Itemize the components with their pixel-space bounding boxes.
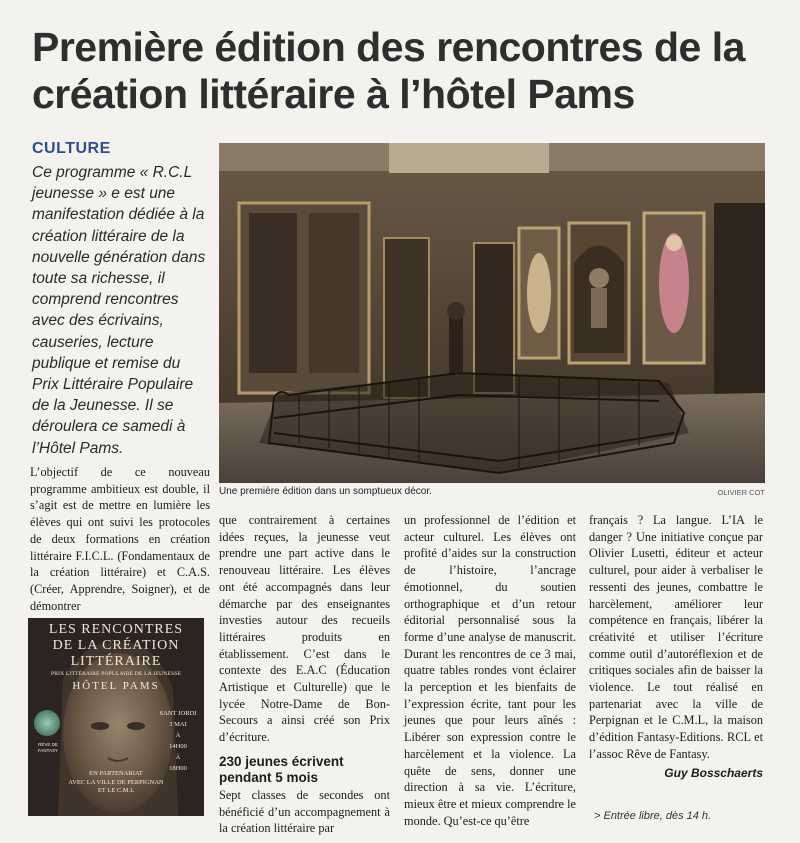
poster-partner-line: AVEC LA VILLE DE PERPIGNAN bbox=[68, 778, 164, 786]
body-column-4 bbox=[589, 512, 763, 781]
photo-credit: OLIVIER COT bbox=[717, 488, 765, 497]
body-text: français ? La langue. L’IA le danger ? Une initiative conçue par Olivier Lusetti, éditeur et acteur culturel, pour aider à verbaliser le ressenti des jeunes, combattre le harcèlement, améliorer leur compétence en français, libérer la créativité et utiliser l’écriture comme outil d’autoréflexion et de critiques sociales afin de baisser la violence. Le tout réalisé en partenariat avec la ville de Perpignan et le C.M.L, la maison d’édition Fantasy-Editions. RCL et l’assoc Rêve de Fantasy. bbox=[589, 513, 763, 761]
poster-title-line: LES RENCONTRES bbox=[48, 622, 184, 637]
poster-partner-line: ET LE C.M.L bbox=[97, 787, 135, 794]
practical-info: > Entrée libre, dès 14 h. bbox=[594, 810, 712, 822]
poster-title bbox=[28, 622, 204, 670]
photo-caption bbox=[219, 486, 765, 497]
poster-partner-line: EN PARTENARIAT bbox=[89, 770, 143, 777]
body-text: que contrairement à certaines idées reçues, la jeunesse veut prendre une part active dans le renouveau littéraire. Les élèves ont été accompagnés dans leur démarche par des enseignantes investies autour des recueils littéraires produits en établissement. C’est dans le contexte des E.A.C (Éducation Artistique et Culturelle) que le lycée Notre-Dame de Bon-Secours a ainsi créé son Prix d’écriture. bbox=[219, 513, 390, 745]
poster-date bbox=[158, 708, 198, 774]
poster-title-line: DE LA CRÉATION bbox=[52, 638, 180, 653]
poster-title-line: LITTÉRAIRE bbox=[70, 654, 162, 669]
poster-date-line: À bbox=[175, 754, 181, 761]
body-text: L’objectif de ce nouveau programme ambitieux est double, il s’agit est de mettre en lumière les élèves qui ont suivi les protocoles de deux formations en création littéraire F.I.C.L. (Fondamentaux de la création littéraire) et C.A.S. (Créer, Apprendre, Soigner), et de démontrer bbox=[30, 465, 210, 613]
lead-paragraph: Ce programme « R.C.L jeunesse » e est une manifestation dédiée à la création littéraire de la nouvelle génération dans toute sa richesse, il comprend rencontres avec des écrivains, causeries, lecture publique et remise du Prix Littéraire Populaire de la Jeunesse. Il se déroulera ce samedi à l’Hôtel Pams. bbox=[32, 164, 206, 457]
association-logo-text: RÊVE DE FANTASY bbox=[37, 742, 59, 753]
event-poster bbox=[28, 618, 204, 816]
body-text: Sept classes de secondes ont bénéficié d’un accompagnement à la création littéraire par bbox=[219, 787, 390, 836]
caption-text: Une première édition dans un somptueux décor. bbox=[219, 486, 432, 497]
association-logo-icon bbox=[34, 710, 60, 736]
poster-date-line: 18H00 bbox=[169, 765, 187, 772]
poster-date-line: 14H00 bbox=[169, 743, 187, 750]
poster-venue: HÔTEL PAMS bbox=[72, 680, 160, 692]
body-text: un professionnel de l’édition et acteur culturel. Les élèves ont profité d’aides sur la construction de l’histoire, l’ancrage émotionnel, du soutien orthographique et d’un retour éditorial personnalisé sous la forme d’une analyse de manuscrit. Durant les rencontres de ce 3 mai, quatre tables rondes vont éclairer la perception et les bienfaits de l’expression écrite, tant pour les jeunes que pour leurs aînés : Libérer son expression contre le harcèlement et la violence. La quête de sens, donner une direction à sa vie. L’écriture, mieux être et mieux comprendre le monde. Qu’est-ce qu’être bbox=[404, 513, 576, 828]
poster-date-line: 3 MAI bbox=[169, 721, 187, 728]
poster-partner bbox=[28, 770, 204, 796]
poster-subtitle: PRIX LITTÉRAIRE POPULAIRE DE LA JEUNESSE bbox=[50, 671, 182, 677]
body-column-1 bbox=[30, 464, 210, 614]
hotel-interior-illustration bbox=[219, 143, 765, 483]
rubric-label: CULTURE bbox=[32, 140, 111, 157]
headline: Première édition des rencontres de la création littéraire à l’hôtel Pams bbox=[32, 24, 745, 117]
body-column-2 bbox=[219, 512, 390, 837]
article-photo bbox=[219, 143, 765, 483]
author-signature: Guy Bosschaerts bbox=[664, 765, 763, 780]
section-subhead: 230 jeunes écrivent pendant 5 mois bbox=[219, 753, 344, 785]
poster-date-line: SANT JORDI bbox=[159, 710, 197, 717]
body-column-3 bbox=[404, 512, 576, 829]
poster-date-line: À bbox=[175, 732, 181, 739]
